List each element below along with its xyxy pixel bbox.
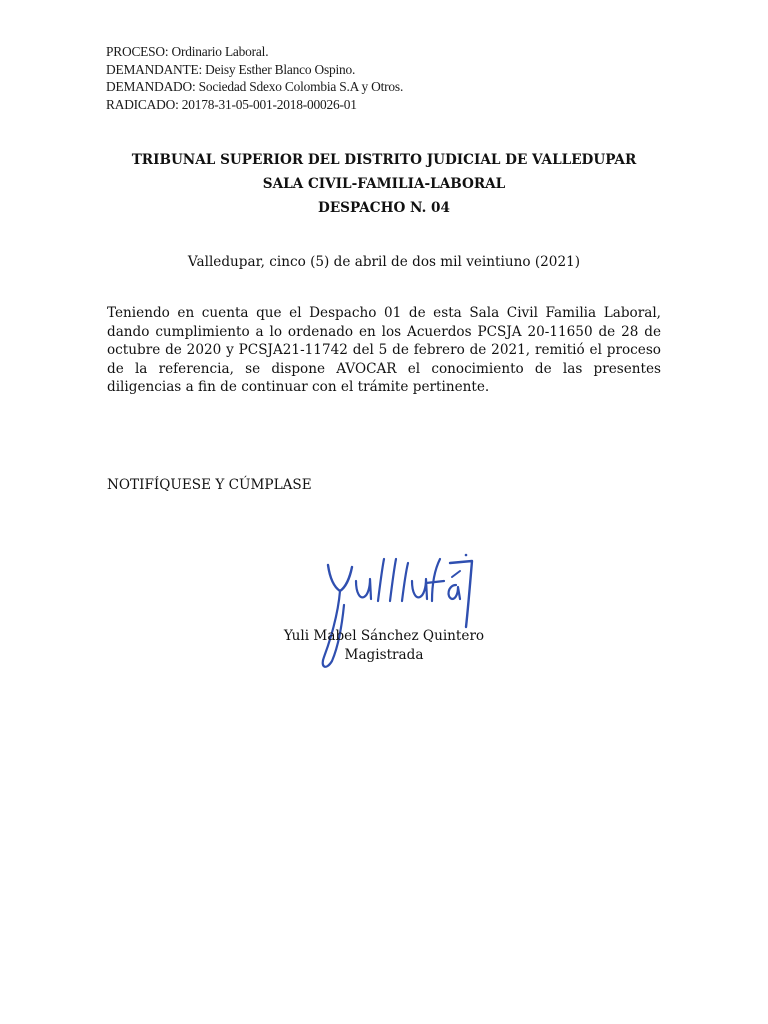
body-paragraph: Teniendo en cuenta que el Despacho 01 de esta Sala Civil Familia Laboral, dando cumplimiento a lo ordenado en los Acuerdos PCSJA 20-11650 de 28 de octubre de 2020 y PCSJA21-11742 del 5 de febrero de 2021, remitió el proceso de la referencia, se dispone AVOCAR el conocimiento de las presentes diligencias a fin de continuar con el trámite pertinente. xyxy=(107,305,661,396)
case-proceso: PROCESO: Ordinario Laboral. xyxy=(106,44,269,59)
case-radicado: RADICADO: 20178-31-05-001-2018-00026-01 xyxy=(106,96,357,112)
chamber-name: SALA CIVIL-FAMILIA-LABORAL xyxy=(262,176,506,192)
court-name: TRIBUNAL SUPERIOR DEL DISTRITO JUDICIAL DE VALLEDUPAR xyxy=(131,152,637,168)
signer-name: Yuli Mabel Sánchez Quintero xyxy=(283,628,485,644)
signer-title: Magistrada xyxy=(344,647,424,663)
case-demandado: DEMANDADO: Sociedad Sdexo Colombia S.A y Otros. xyxy=(106,79,404,94)
court-header xyxy=(0,148,768,220)
office-number: DESPACHO N. 04 xyxy=(318,200,450,216)
case-demandante: DEMANDANTE: Deisy Esther Blanco Ospino. xyxy=(106,61,356,77)
closing-formula: NOTIFÍQUESE Y CÚMPLASE xyxy=(107,477,312,493)
case-info xyxy=(106,43,403,113)
signer-block xyxy=(0,627,768,665)
document-date: Valledupar, cinco (5) de abril de dos mil veintiuno (2021) xyxy=(187,254,581,270)
